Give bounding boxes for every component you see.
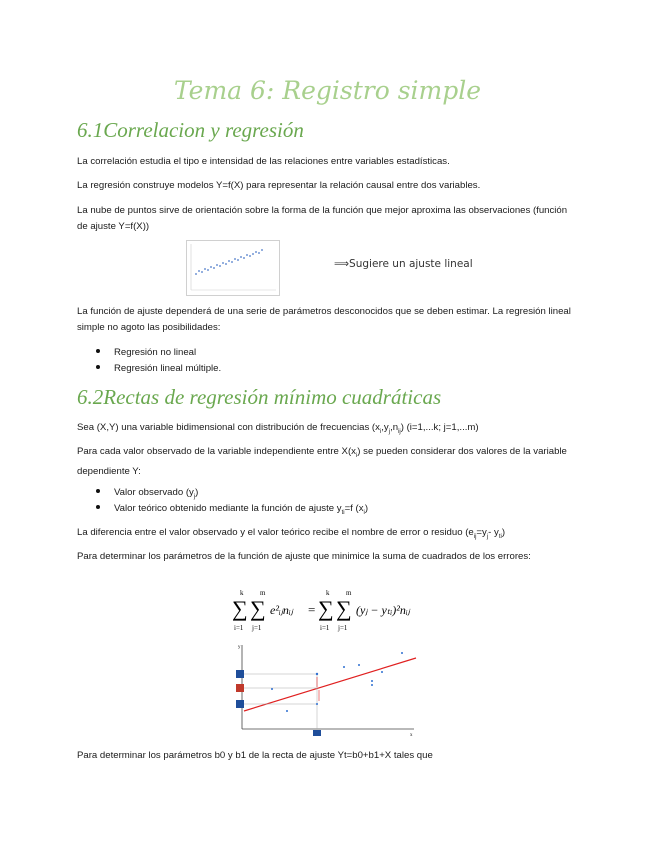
list-item: Valor observado $(y_j)$ xyxy=(96,486,198,504)
svg-text:∑: ∑ xyxy=(318,596,334,621)
paragraph: Para determinar los parámetros de la función de ajuste que minimice la suma de cuadrados de los errores: xyxy=(77,551,531,562)
section-heading-2: 6.2Rectas de regresión mínimo cuadráticas xyxy=(77,385,442,409)
svg-text:∑: ∑ xyxy=(250,596,266,621)
paragraph: Para determinar los parámetros b0 y b1 de la recta de ajuste Yt=b0+b1+X tales que xyxy=(77,750,433,761)
suggestion-text: ⟹Sugiere un ajuste lineal xyxy=(334,258,473,270)
bullet-icon xyxy=(96,505,100,509)
section-heading-1: 6.1Correlacion y regresión xyxy=(77,118,304,142)
svg-text:j=1: j=1 xyxy=(338,624,348,632)
page-title: Tema 6: Registro simple xyxy=(173,76,482,105)
bullet-icon xyxy=(96,349,100,353)
svg-text:k: k xyxy=(326,589,330,597)
list-item: Regresión no lineal xyxy=(96,346,196,360)
paragraph: Sea (X,Y) una variable bidimensional con distribución de frecuencias $(x_i,y_j,n_{ij})$ (i=1,...k; j=1,...m) xyxy=(77,422,479,435)
svg-text:m: m xyxy=(346,589,352,597)
svg-text:i=1: i=1 xyxy=(234,624,244,632)
svg-text:=: = xyxy=(308,602,316,617)
scatter-plot-thumbnail xyxy=(186,240,280,296)
svg-text:∑: ∑ xyxy=(232,596,248,621)
svg-text:e²ᵢⱼnᵢⱼ: e²ᵢⱼnᵢⱼ xyxy=(270,603,293,617)
svg-text:i=1: i=1 xyxy=(320,624,330,632)
sum-of-squares-formula xyxy=(232,586,422,636)
svg-text:j=1: j=1 xyxy=(252,624,262,632)
regression-diagram xyxy=(232,641,420,739)
list-item: Regresión lineal múltiple. xyxy=(96,362,221,376)
paragraph: Para cada valor observado de la variable independiente entre $X(x_i)$ se pueden considerar dos valores de la variable dependiente Y: xyxy=(77,446,567,477)
paragraph: La correlación estudia el tipo e intensidad de las relaciones entre variables estadísticas. xyxy=(77,156,450,167)
svg-text:(yⱼ − yₜᵢ)²nᵢⱼ: (yⱼ − yₜᵢ)²nᵢⱼ xyxy=(356,603,410,617)
paragraph: La diferencia entre el valor observado y el valor teórico recibe el nombre de error o residuo ($e_{ij}=y_j-$ $y_{ti}$) xyxy=(77,527,506,540)
list-item: Valor teórico obtenido mediante la función de ajuste $y_{ti}=f$ $(x_i)$ xyxy=(96,502,368,520)
paragraph: La regresión construye modelos Y=f(X) para representar la relación causal entre dos variables. xyxy=(77,180,481,191)
paragraph: La función de ajuste dependerá de una serie de parámetros desconocidos que se deben estimar. La regresión lineal simple no agoto las posibilidades: xyxy=(77,306,571,333)
svg-text:k: k xyxy=(240,589,244,597)
regression-line xyxy=(244,658,416,711)
axis-markers xyxy=(236,670,321,736)
svg-text:x: x xyxy=(410,733,413,738)
bullet-icon xyxy=(96,489,100,493)
bullet-icon xyxy=(96,365,100,369)
svg-text:∑: ∑ xyxy=(336,596,352,621)
svg-text:m: m xyxy=(260,589,266,597)
paragraph: La nube de puntos sirve de orientación sobre la forma de la función que mejor aproxima las observaciones (función de ajuste Y=f(X)) xyxy=(77,205,568,232)
svg-text:y: y xyxy=(238,645,241,650)
